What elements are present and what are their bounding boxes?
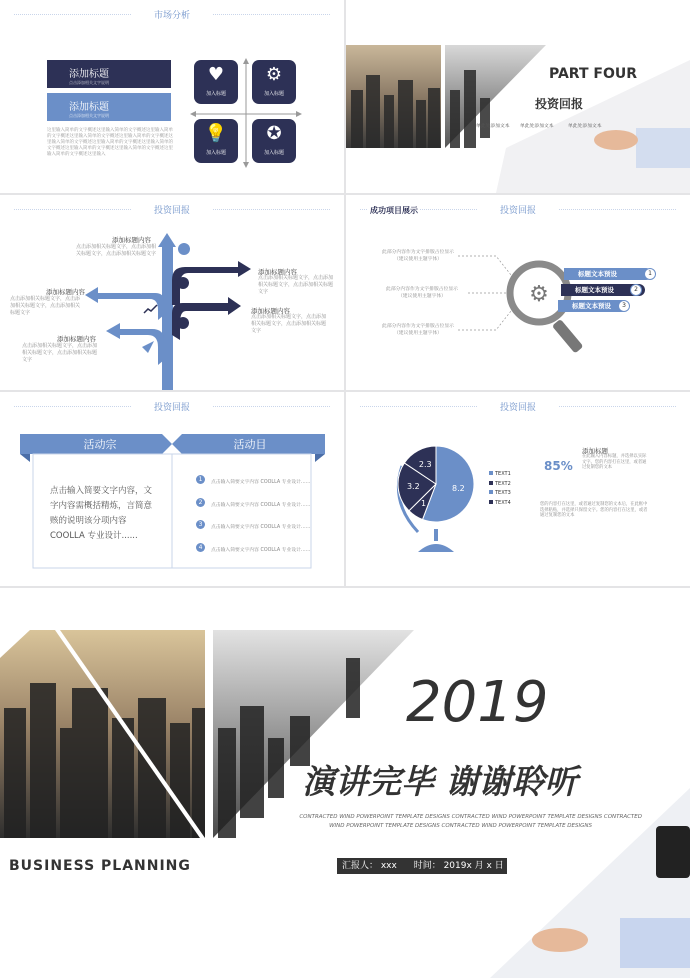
pie-legend [489, 470, 511, 508]
desc-2: 您的内容打在这里，或者通过复制您的文本后，在此框中选择粘贴，并选择只保留文字。您的内容打在这里，或者通过复制您的文本 [540, 502, 648, 518]
legend-label: TEXT1 [495, 471, 511, 477]
ribbon-right: 活动目 [233, 438, 267, 451]
medal-icon: ✪ [266, 123, 282, 144]
thank-you-title: 演讲完毕 谢谢聆听 [302, 762, 578, 801]
slide-roads[interactable] [0, 195, 344, 390]
note-line: 此部分内容作为文字排版占位显示 [382, 250, 454, 255]
lightbulb-icon: 💡 [204, 123, 228, 144]
tagline: WIND POWERPOINT TEMPLATE DESIGNS CONTRACTED WIND POWERPOINT TEMPLATE DESIGNS [329, 823, 592, 829]
slide-thank-you[interactable] [0, 588, 690, 978]
block-subtitle: 点击添加相关文字说明 [69, 113, 109, 118]
slide-header: 投资回报 [346, 400, 690, 413]
slide-success-projects[interactable] [346, 195, 690, 390]
part-item: 单此处添加文本 [520, 124, 554, 129]
step-number: 2 [630, 284, 642, 296]
note-line: （建议使用主题字体） [394, 331, 442, 336]
legend-item [489, 489, 511, 499]
legend-swatch [489, 471, 493, 475]
gear-icon: ⚙ [529, 282, 549, 307]
route-text: 点击添加相关标题文字，点击添加相关标题文字，点击添加相关标题文字 [258, 275, 334, 295]
legend-swatch [489, 500, 493, 504]
pie-data-label: 8.2 [452, 484, 465, 494]
side-title: 添加标题 [582, 447, 608, 455]
percent-value: 85% [544, 459, 573, 473]
icon-tile-gear[interactable] [252, 60, 296, 104]
tile-label: 加入标题 [205, 91, 226, 97]
preset-pill: 标题文本预设 [561, 284, 645, 296]
part-item: 单此处添加文本 [568, 124, 602, 129]
slide-header: 投资回报 [0, 400, 344, 413]
legend-swatch [489, 490, 493, 494]
report-bar [337, 858, 507, 874]
title-block-dark [47, 60, 171, 88]
desc-1: 在此输入内容标题，并选择以实际文字。您的内容打在这里，或者通过复制您的文本 [582, 454, 647, 470]
ribbon-left: 活动宗 [83, 438, 117, 451]
preset-pill: 标题文本预设 [564, 268, 652, 280]
route-text: 点击添加相关标题文字，点击添加相关标题文字，点击添加相关标题文字 [10, 296, 81, 316]
list-text: 点击输入简要文字内容 COOLLA 专业设计…… [211, 503, 311, 508]
icon-tile-medal[interactable] [252, 119, 296, 163]
list-number: 3 [196, 520, 205, 529]
route-title: 添加标题内容 [112, 236, 151, 244]
slide-globe-chart[interactable] [346, 392, 690, 586]
part-label: PART FOUR [549, 66, 637, 82]
step-number: 1 [644, 268, 656, 280]
route-title: 添加标题内容 [57, 335, 96, 343]
gear-icon: ⚙ [265, 64, 283, 85]
tile-label: 加入标题 [263, 150, 284, 156]
tagline: CONTRACTED WIND POWERPOINT TEMPLATE DESIGNS CONTRACTED WIND POWERPOINT TEMPLATE DESIGNS CONTRACTED [299, 814, 642, 820]
left-title: 成功项目展示 [370, 206, 418, 215]
globe-pie-chart [346, 392, 690, 586]
slide-market-analysis[interactable] [0, 0, 344, 193]
market-paragraph: 这里输入简单的文字概述这里输入简单的文字概述这里输入简单的文字概述这里输入简单的文字概述这里输入简单的文字概述这里输入简单的文字概述这里输入简单的文字概述这里输入简单的文字概述这里输入简单的文字概述这里输入简单的文字概述这里输入简单的文字概述这里输入 [47, 128, 173, 157]
list-number: 4 [196, 543, 205, 552]
note-line: 此部分内容作为文字排版占位显示 [386, 287, 458, 292]
legend-label: TEXT4 [495, 499, 511, 506]
note-line: （建议使用主题字体） [398, 294, 446, 299]
route-text: 点击添加相关标题文字，点击添加相关标题文字，点击添加相关标题文字 [22, 343, 98, 363]
slide-activity[interactable] [0, 392, 344, 586]
route-title: 添加标题内容 [258, 268, 297, 276]
legend-item [489, 480, 511, 490]
report-time: 时间： 2019x 月 x 日 [413, 861, 504, 871]
tile-label: 加入标题 [263, 91, 284, 97]
title-block-light [47, 93, 171, 121]
city-photo-collage [346, 0, 690, 193]
year-heading: 2019 [406, 670, 549, 735]
legend-swatch [489, 481, 493, 485]
part-item: 单此处添加文本 [476, 124, 510, 129]
slide-header: 投资回报 [346, 203, 690, 216]
slide-header: 投资回报 [0, 203, 344, 216]
note-line: （建议使用主题字体） [394, 257, 442, 262]
list-number: 2 [196, 498, 205, 507]
pie-data-label: 3.2 [406, 482, 420, 492]
icon-tile-heart[interactable] [194, 60, 238, 104]
legend-item [489, 499, 511, 509]
step-number: 3 [618, 300, 630, 312]
route-text: 点击添加相关标题文字，点击添加相关标题文字，点击添加相关标题文字 [76, 244, 157, 257]
block-subtitle: 点击添加相关文字说明 [69, 80, 109, 85]
legend-label: TEXT3 [495, 490, 511, 496]
legend-label: TEXT2 [495, 480, 511, 487]
list-number: 1 [196, 475, 205, 484]
block-title: 添加标题 [69, 102, 109, 113]
route-text: 点击添加相关标题文字，点击添加相关标题文字，点击添加相关标题文字 [251, 314, 327, 334]
icon-tile-lightbulb[interactable] [194, 119, 238, 163]
pie-data-label: 2.3 [418, 459, 432, 469]
pie-data-label: 1 [421, 499, 427, 509]
reporter: 汇报人： xxx [342, 861, 397, 871]
preset-pill: 标题文本预设 [558, 300, 628, 312]
slide-header: 市场分析 [0, 8, 344, 21]
list-text: 点击输入简要文字内容 COOLLA 专业设计…… [211, 525, 311, 530]
legend-item [489, 470, 511, 480]
slide-part-four[interactable] [346, 0, 690, 193]
heart-icon: ♥ [207, 64, 225, 85]
part-title: 投资回报 [535, 97, 584, 111]
route-title: 添加标题内容 [251, 307, 290, 315]
activity-body: 点击输入简要文字内容，文字内容需概括精炼，言简意赅的说明该分项内容 COOLLA 专业设计...... [50, 486, 153, 541]
block-title: 添加标题 [69, 69, 109, 80]
route-title: 添加标题内容 [46, 288, 85, 296]
note-line: 此部分内容作为文字排版占位显示 [382, 324, 454, 329]
list-text: 点击输入简要文字内容 COOLLA 专业设计…… [211, 548, 311, 553]
tile-label: 加入标题 [205, 150, 226, 156]
list-text: 点击输入简要文字内容 COOLLA 专业设计…… [211, 480, 311, 485]
brand-label: BUSINESS PLANNING [9, 858, 191, 874]
